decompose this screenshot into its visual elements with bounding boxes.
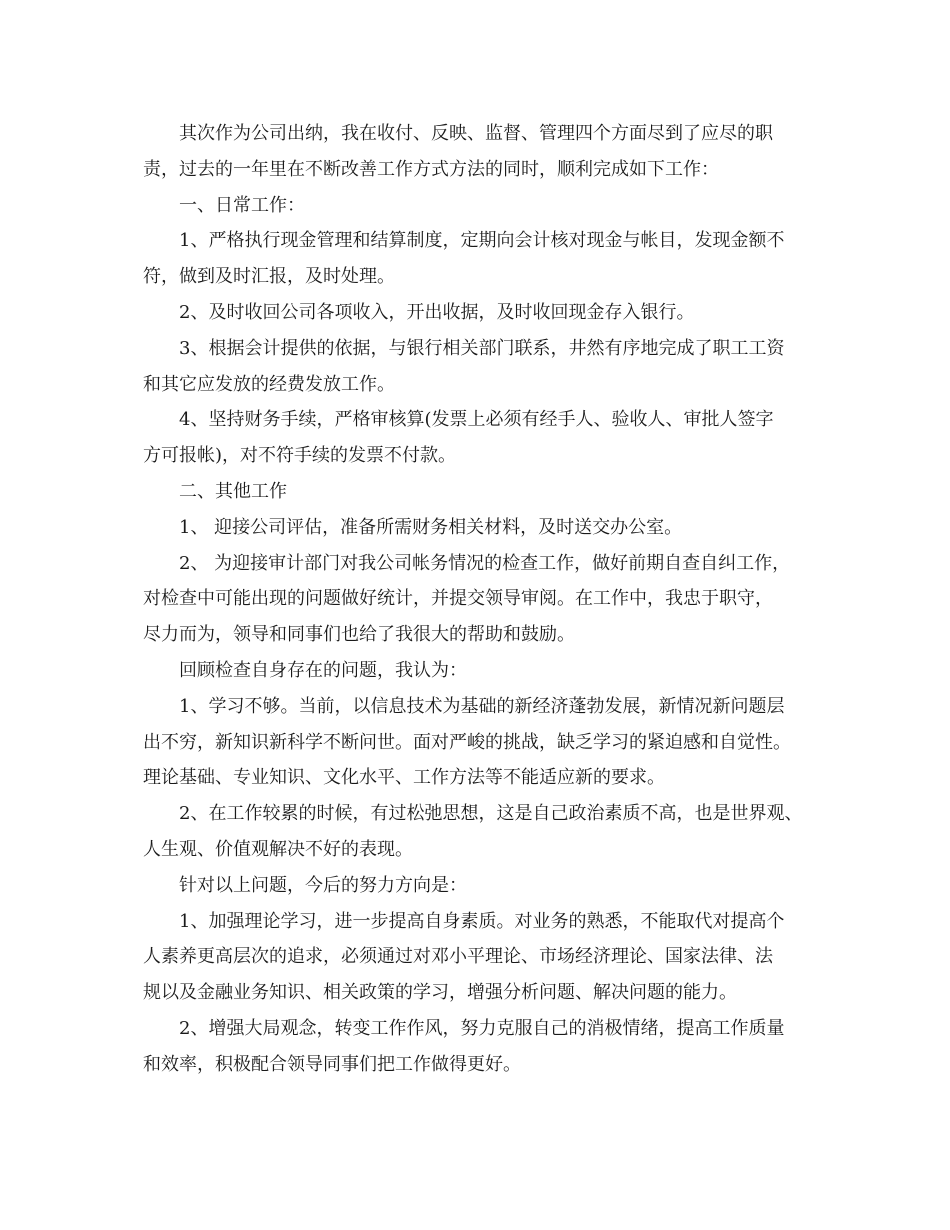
text-line: 符，做到及时汇报，及时处理。	[143, 266, 395, 288]
text-line: 1、 迎接公司评估，准备所需财务相关材料，及时送交办公室。	[179, 516, 683, 538]
text-line: 人素养更高层次的追求，必须通过对邓小平理论、市场经济理论、国家法律、法	[143, 946, 773, 968]
text-line: 规以及金融业务知识、相关政策的学习，增强分析问题、解决问题的能力。	[143, 982, 737, 1004]
text-line: 尽力而为，领导和同事们也给了我很大的帮助和鼓励。	[143, 624, 575, 646]
section-heading: 二、其他工作	[179, 480, 287, 502]
text-line: 责，过去的一年里在不断改善工作方式方法的同时，顺利完成如下工作：	[143, 158, 719, 180]
text-line: 1、学习不够。当前，以信息技术为基础的新经济蓬勃发展，新情况新问题层	[179, 695, 785, 717]
text-line: 对检查中可能出现的问题做好统计，并提交领导审阅。在工作中，我忠于职守，	[143, 588, 773, 610]
text-line: 2、 为迎接审计部门对我公司帐务情况的检查工作，做好前期自查自纠工作，	[179, 552, 791, 574]
text-line: 和其它应发放的经费发放工作。	[143, 373, 395, 395]
document-body	[143, 116, 823, 1083]
text-line: 其次作为公司出纳，我在收付、反映、监督、管理四个方面尽到了应尽的职	[179, 123, 773, 144]
text-line: 2、在工作较累的时候，有过松弛思想，这是自己政治素质不高，也是世界观、	[179, 803, 803, 825]
text-line: 2、及时收回公司各项收入，开出收据，及时收回现金存入银行。	[179, 301, 695, 323]
text-line: 理论基础、专业知识、文化水平、工作方法等不能适应新的要求。	[143, 767, 665, 789]
text-line: 4、坚持财务手续，严格审核算(发票上必须有经手人、验收人、审批人签字	[179, 409, 774, 431]
text-line: 3、根据会计提供的依据，与银行相关部门联系，井然有序地完成了职工工资	[179, 337, 785, 359]
text-line: 针对以上问题，今后的努力方向是：	[179, 874, 467, 896]
text-line: 1、加强理论学习，进一步提高自身素质。对业务的熟悉，不能取代对提高个	[179, 910, 785, 932]
text-line: 回顾检查自身存在的问题，我认为：	[179, 659, 467, 681]
text-line: 方可报帐)，对不符手续的发票不付款。	[143, 445, 457, 467]
section-heading: 一、日常工作：	[179, 194, 305, 216]
text-line: 出不穷，新知识新科学不断问世。面对严峻的挑战，缺乏学习的紧迫感和自觉性。	[143, 731, 791, 753]
text-line: 人生观、价值观解决不好的表现。	[143, 838, 413, 860]
text-line: 和效率，积极配合领导同事们把工作做得更好。	[143, 1053, 521, 1075]
text-line: 1、严格执行现金管理和结算制度，定期向会计核对现金与帐目，发现金额不	[179, 230, 785, 252]
text-line: 2、增强大局观念，转变工作作风，努力克服自己的消极情绪，提高工作质量	[179, 1017, 785, 1039]
